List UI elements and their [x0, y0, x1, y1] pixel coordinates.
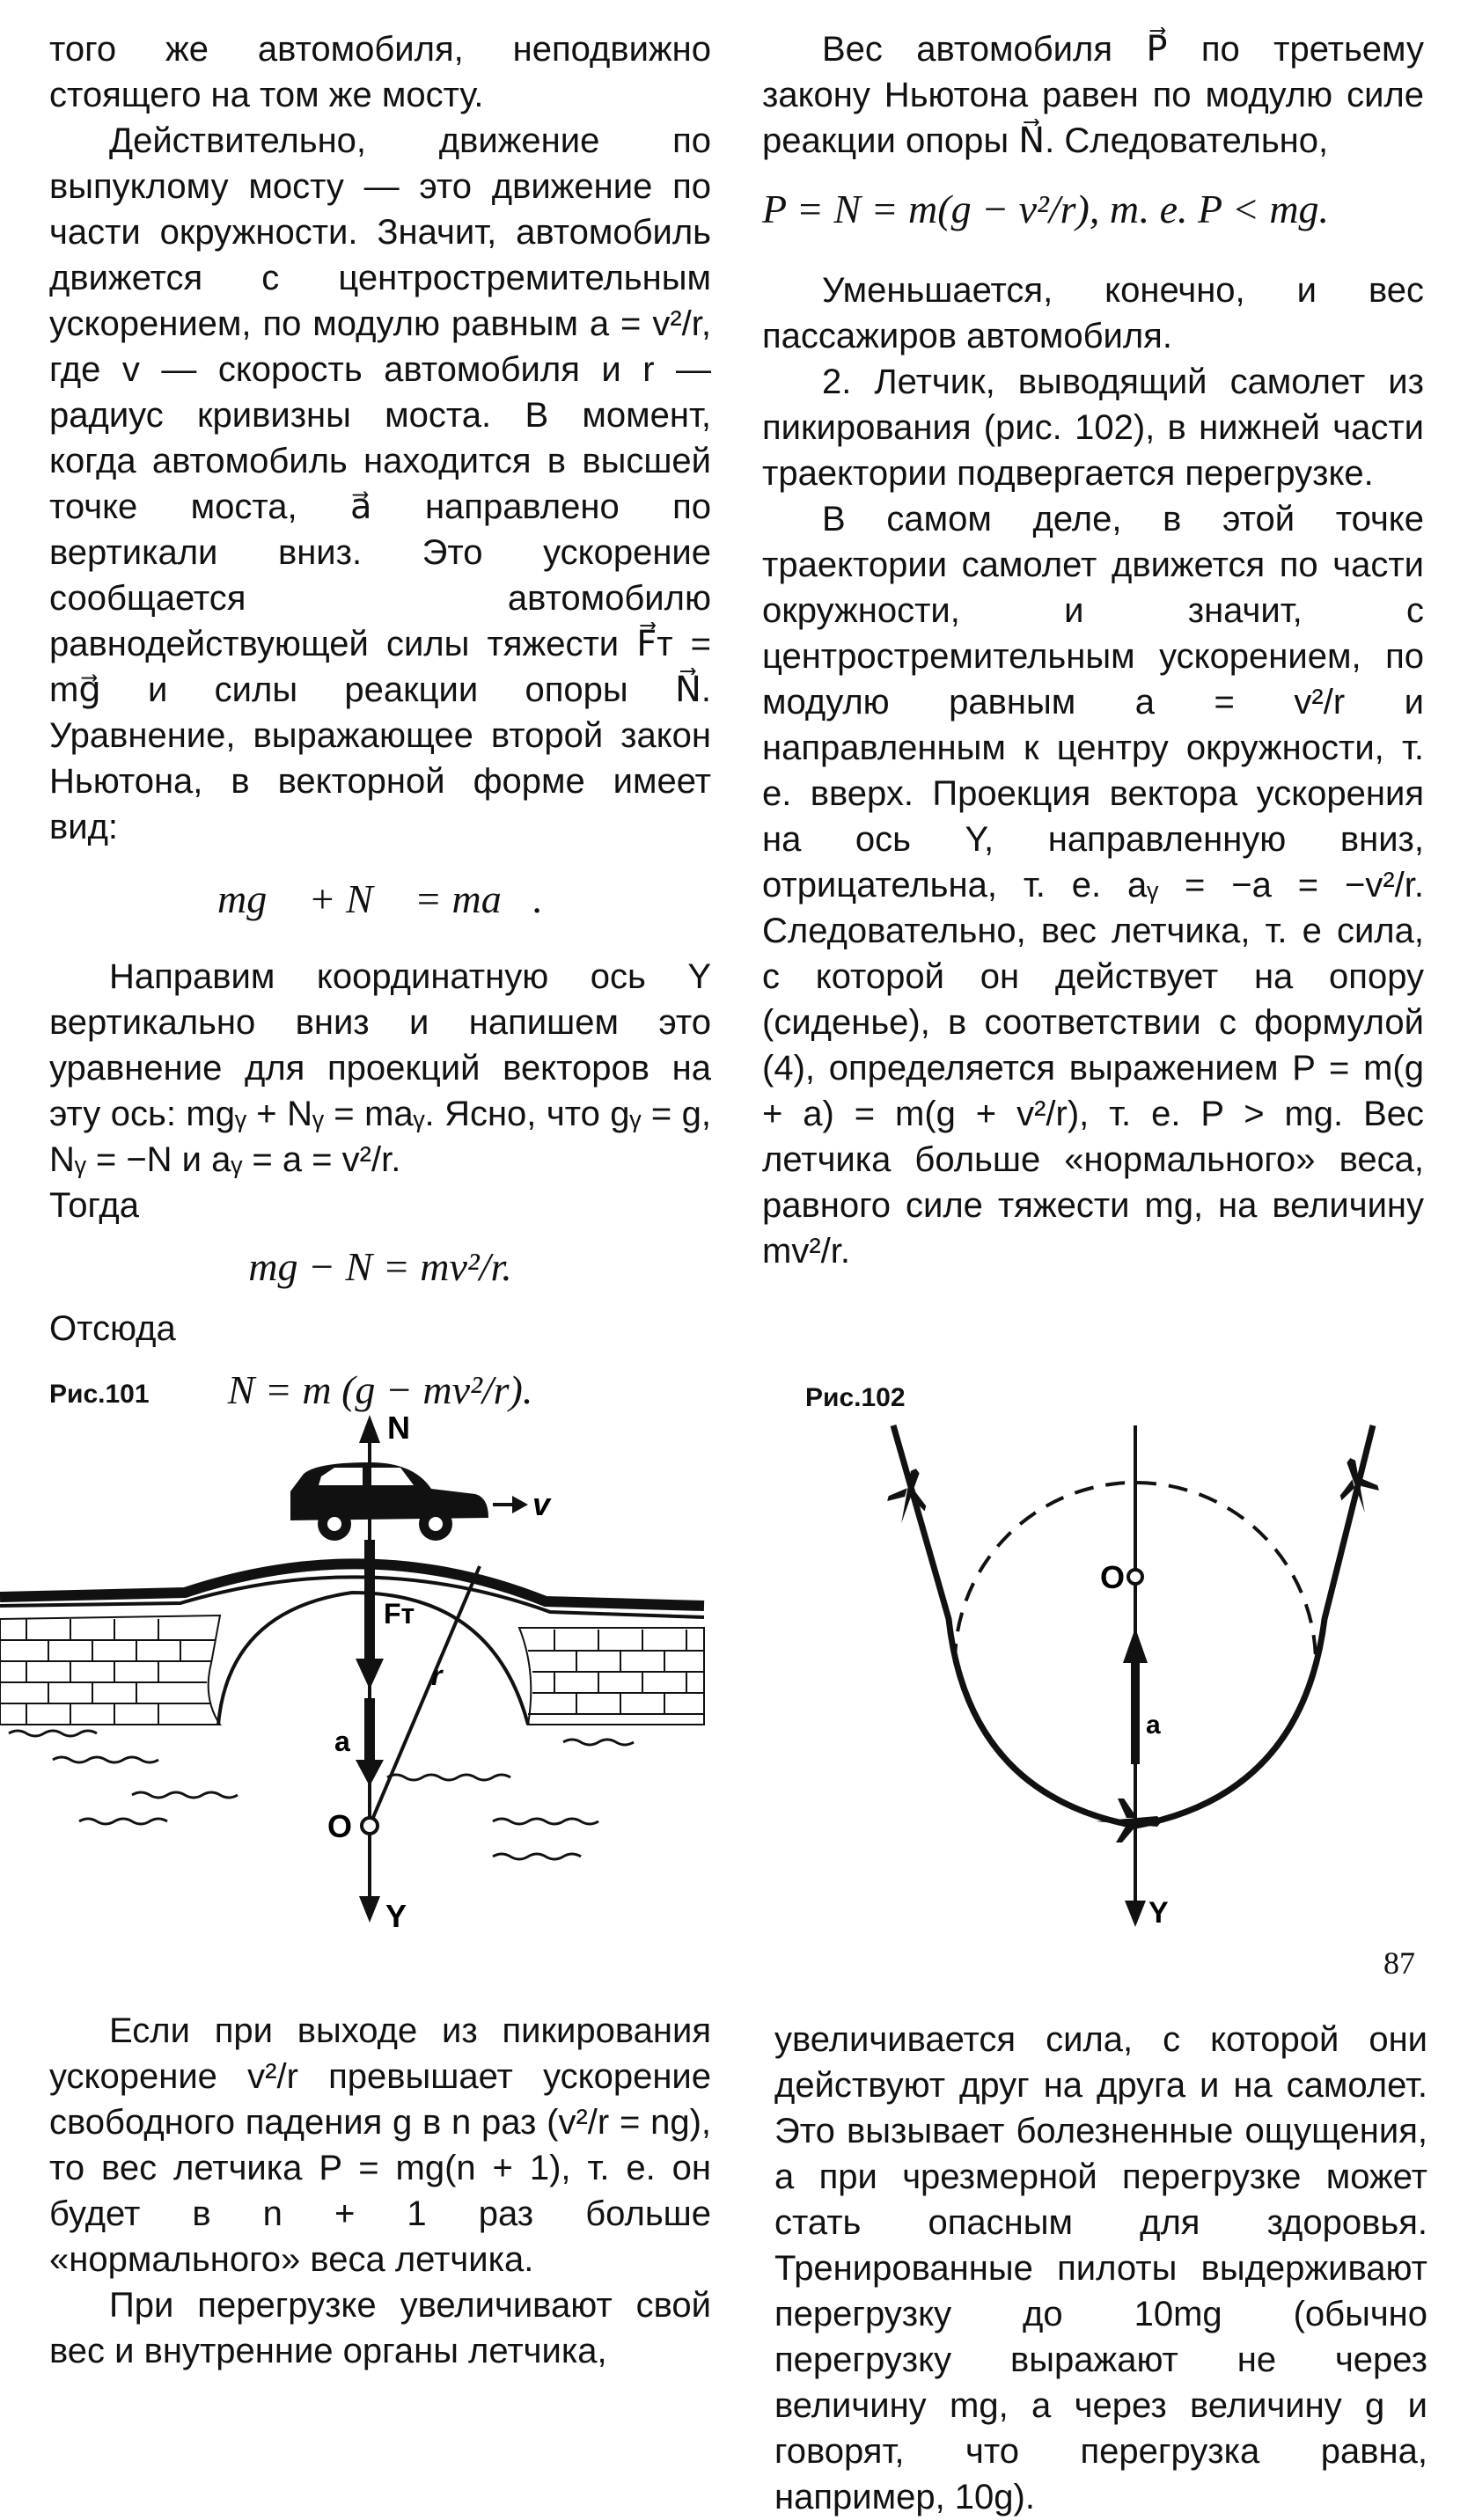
trajectory-path — [893, 1425, 1373, 1826]
label-r: r — [431, 1659, 443, 1691]
equation-projection: mg − N = mv²/r. — [248, 1244, 512, 1289]
label-a: a — [1146, 1711, 1161, 1740]
car — [290, 1462, 488, 1541]
right-paragraph-2: Уменьшается, конечно, и вес пассажиров автомобиля. — [762, 271, 1424, 355]
y-axis-arrow — [1125, 1901, 1146, 1927]
normal-force-arrow — [359, 1415, 380, 1443]
left-paragraph-5: Отсюда — [49, 1309, 176, 1348]
bottom-right-column — [774, 2017, 1427, 2520]
figure-101-bridge-diagram — [0, 1408, 730, 1936]
label-f: Fт — [384, 1598, 415, 1630]
figure-102-loop-diagram — [845, 1408, 1443, 1936]
label-o: O — [1100, 1559, 1126, 1595]
equation-normal-force: N = m (g − mv²/r). — [227, 1367, 533, 1412]
left-paragraph-2: Действительно, движение по выпуклому мосту — это движение по части окружности. Значит, автомобиль движется с центростремительным ускорением, по модулю равным a = v²/r, где v — скорость автомобиля и r — радиус кривизны моста. В момент, когда автомобиль находится в высшей точке моста, a⃗ направлено по вертикали вниз. Это ускорение сообщается автомобилю равнодействующей силы тяжести F⃗т = mg⃗ и силы реакции опоры N⃗. Уравнение, выражающее второй закон Ньютона, в векторной форме имеет вид: — [49, 121, 711, 846]
right-masonry — [519, 1628, 704, 1725]
center-point-o — [1128, 1570, 1142, 1584]
label-o: O — [327, 1808, 353, 1844]
page-number: 87 — [1383, 1945, 1415, 1981]
right-paragraph-3: 2. Летчик, выводящий самолет из пикирования (рис. 102), в нижней части траектории подвергается перегрузке. — [762, 363, 1424, 493]
gravity-force-arrow — [356, 1659, 384, 1689]
right-column — [762, 26, 1424, 1274]
left-column — [49, 26, 711, 1429]
label-n: N — [387, 1410, 410, 1446]
right-paragraph-1: Вес автомобиля P⃗ по третьему закону Ньютона равен по модулю силе реакции опоры N⃗. Следовательно, — [762, 30, 1424, 160]
label-a: a — [334, 1725, 350, 1757]
label-v: v — [532, 1486, 551, 1522]
equation-newton-vector: mg⃗ + N⃗ = ma⃗. — [216, 876, 544, 921]
left-paragraph-3: Направим координатную ось Y вертикально вниз и напишем это уравнение для проекций векторов на эту ось: mgᵧ + Nᵧ = maᵧ. Ясно, что gᵧ = g, Nᵧ = −N и aᵧ = a = v²/r. — [49, 957, 711, 1179]
plane-right — [1332, 1453, 1383, 1517]
figure-101-caption: Рис.101 — [49, 1380, 150, 1409]
bottom-left-paragraph-2: При перегрузке увеличивают свой вес и внутренние органы летчика, — [49, 2286, 711, 2370]
left-paragraph-1: того же автомобиля, неподвижно стоящего на том же мосту. — [49, 30, 711, 114]
bottom-right-paragraph-1: увеличивается сила, с которой они действуют друг на друга и на самолет. Это вызывает болезненные ощущения, а при чрезмерной перегрузке может стать опасным для здоровья. Тренированные пилоты выдерживают перегрузку до 10mg (обычно перегрузку выражают не через величину mg, а через величину g и говорят, что перегрузка равна, например, 10g). — [774, 2020, 1427, 2516]
velocity-arrow — [512, 1496, 528, 1513]
right-paragraph-4: В самом деле, в этой точке траектории самолет движется по части окружности, и значит, с центростремительным ускорением, по модулю равным a = v²/r и направленным к центру окружности, т. е. вверх. Проекция вектора ускорения на ось Y, направленную вниз, отрицательна, т. е. aᵧ = −a = −v²/r. Следовательно, вес летчика, т. е сила, с которой он действует на опору (сиденье), в соответствии с формулой (4), определяется выражением P = m(g + a) = m(g + v²/r), т. е. P > mg. Вес летчика больше «нормального» веса, равного силе тяжести mg, на величину mv²/r. — [762, 500, 1424, 1271]
acceleration-arrow — [356, 1760, 384, 1786]
bottom-left-paragraph-1: Если при выходе из пикирования ускорение v²/r превышает ускорение свободного падения g в n раз (v²/r = ng), то вес летчика P = mg(n + 1), т. е. он будет в n + 1 раз больше «нормального» веса летчика. — [49, 2011, 711, 2279]
left-paragraph-4: Тогда — [49, 1186, 139, 1225]
label-y: Y — [1148, 1896, 1169, 1930]
bridge-deck — [0, 1564, 704, 1606]
figure-102-caption: Рис.102 — [805, 1383, 906, 1412]
acceleration-arrow — [1123, 1628, 1148, 1663]
center-point-o — [362, 1818, 378, 1834]
water-lines — [9, 1731, 634, 1859]
label-y: Y — [385, 1898, 407, 1934]
left-masonry — [0, 1615, 220, 1725]
bottom-left-column — [49, 2008, 711, 2374]
y-axis-arrow — [359, 1896, 380, 1923]
equation-weight: P = N = m(g − v²/r), т. е. P < mg. — [762, 187, 1330, 231]
